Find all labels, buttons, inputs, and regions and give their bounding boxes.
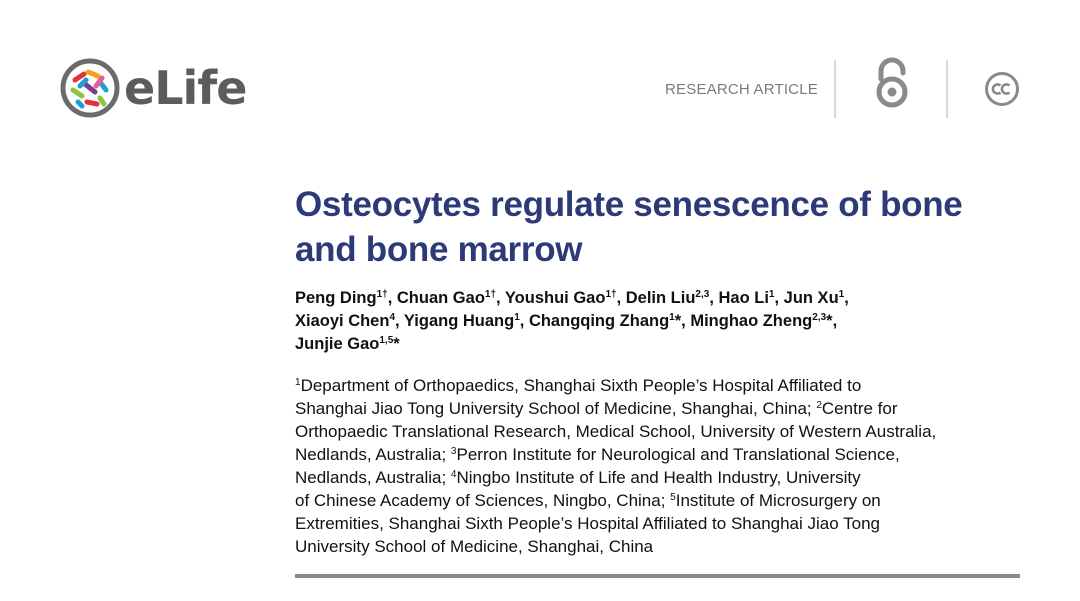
affiliation-line (295, 512, 1025, 535)
affiliation-text: Extremities, Shanghai Sixth People’s Hospital Affiliated to Shanghai Jiao Tong (295, 514, 880, 533)
author-name[interactable]: Peng Ding (295, 289, 377, 307)
author-separator: , (832, 312, 838, 330)
author-affiliation-ref: 2,3 (695, 289, 710, 300)
affiliation-text: Nedlands, Australia; (295, 445, 451, 464)
affiliation-line (295, 466, 1025, 489)
affiliation-number: 3 (450, 446, 457, 457)
author-affiliation-ref: 1† (376, 289, 388, 300)
author-affiliation-ref: 1 (838, 289, 845, 300)
affiliation-text: University School of Medicine, Shanghai, China (295, 537, 654, 556)
author-separator: , (395, 312, 404, 330)
author-name[interactable]: Junjie Gao (295, 335, 380, 353)
author-name[interactable]: Xiaoyi Chen (295, 312, 390, 330)
author-separator: , (709, 289, 719, 307)
author-affiliation-ref: 1† (605, 289, 617, 300)
affiliation-line (295, 420, 1025, 443)
elife-logo-icon (60, 58, 120, 118)
author-line (295, 310, 1025, 333)
author-affiliation-ref: 1 (514, 312, 520, 323)
author-name[interactable]: Changqing Zhang (528, 312, 670, 330)
author-name[interactable]: Youshui Gao (504, 289, 606, 307)
affiliation-number: 4 (450, 469, 457, 480)
affiliation-line (295, 489, 1025, 512)
header-divider (834, 60, 836, 118)
header-divider (946, 60, 948, 118)
author-separator: , (844, 289, 849, 307)
article-header (295, 182, 1025, 558)
article-title (295, 182, 1015, 272)
open-access-icon[interactable] (872, 57, 912, 109)
elife-logo-text: eLife (124, 61, 247, 115)
author-name[interactable]: Hao Li (718, 289, 769, 307)
author-name[interactable]: Delin Liu (625, 289, 696, 307)
affiliation-number: 5 (670, 492, 676, 503)
author-affiliation-ref: 1 (768, 289, 775, 300)
author-affiliation-ref: 1† (484, 289, 497, 300)
author-name[interactable]: Chuan Gao (396, 289, 485, 307)
author-separator: , (774, 289, 784, 307)
affiliation-text: Perron Institute for Neurological and Translational Science, (456, 445, 900, 464)
author-name[interactable]: Jun Xu (783, 289, 839, 307)
affiliation-text: Nedlands, Australia; (295, 468, 451, 487)
author-line (295, 333, 1025, 356)
author-separator: , (681, 312, 691, 330)
author-separator: , (387, 289, 397, 307)
affiliation-list (295, 374, 1025, 558)
affiliation-line (295, 535, 1025, 558)
author-name[interactable]: Yigang Huang (403, 312, 515, 330)
author-line (295, 287, 1025, 310)
author-separator: , (519, 312, 529, 330)
corresponding-author-mark: * (674, 312, 682, 330)
corresponding-author-mark: * (393, 335, 400, 353)
affiliation-text: Centre for (821, 399, 898, 418)
creative-commons-icon[interactable] (984, 71, 1020, 107)
author-name[interactable]: Minghao Zheng (690, 312, 813, 330)
affiliation-text: Shanghai Jiao Tong University School of Medicine, Shanghai, China; (295, 399, 817, 418)
article-type-label: RESEARCH ARTICLE (665, 81, 818, 98)
section-divider (295, 574, 1020, 578)
author-affiliation-ref: 2,3 (812, 312, 827, 323)
elife-logo[interactable] (60, 56, 247, 120)
affiliation-number: 1 (295, 377, 301, 388)
affiliation-text: Orthopaedic Translational Research, Medical School, University of Western Australia, (295, 422, 937, 441)
affiliation-number: 2 (816, 400, 822, 411)
corresponding-author-mark: * (826, 312, 833, 330)
affiliation-line (295, 397, 1025, 420)
affiliation-text: Department of Orthopaedics, Shanghai Sixth People’s Hospital Affiliated to (300, 376, 862, 395)
author-separator: , (616, 289, 626, 307)
article-title-line: Osteocytes regulate senescence of bone (295, 185, 963, 224)
affiliation-text: Institute of Microsurgery on (675, 491, 881, 510)
affiliation-text: Ningbo Institute of Life and Health Industry, University (456, 468, 861, 487)
article-title-line: and bone marrow (295, 230, 583, 269)
author-list (295, 287, 1025, 356)
affiliation-line (295, 374, 1025, 397)
author-affiliation-ref: 4 (389, 312, 396, 323)
affiliation-line (295, 443, 1025, 466)
affiliation-text: of Chinese Academy of Sciences, Ningbo, China; (295, 491, 671, 510)
author-affiliation-ref: 1,5 (379, 335, 394, 346)
author-affiliation-ref: 1 (669, 312, 675, 323)
author-separator: , (496, 289, 505, 307)
